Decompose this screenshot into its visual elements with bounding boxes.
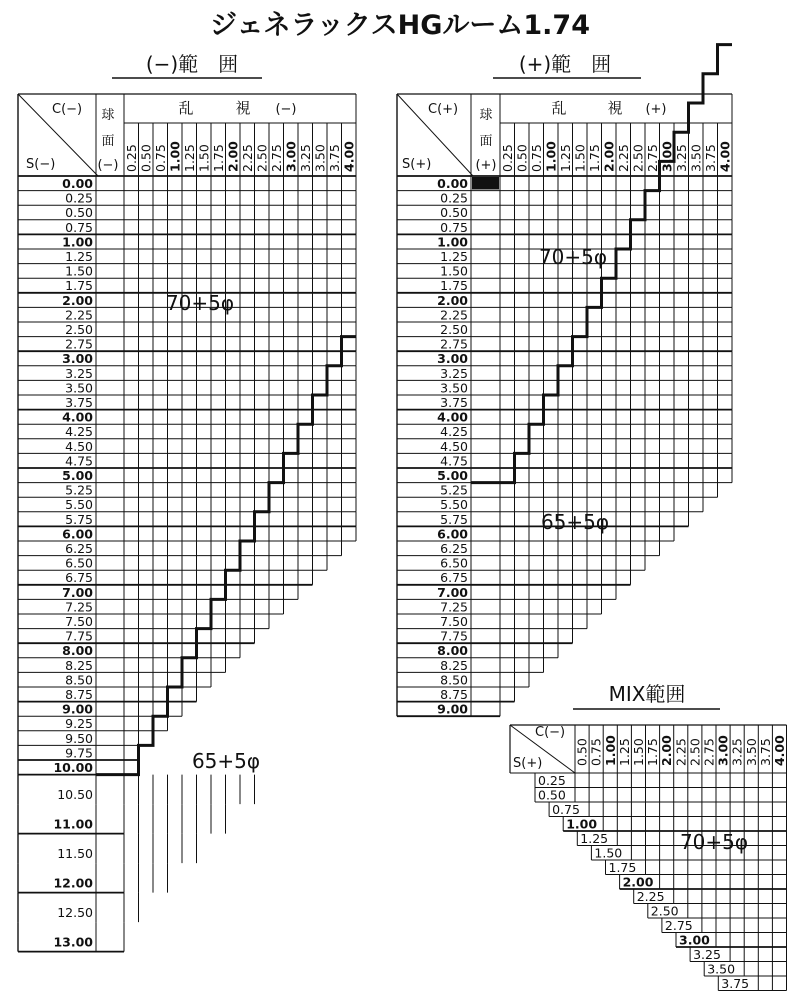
mix-sph-tick-label: 3.50 — [707, 961, 736, 977]
cyl-tick-label: 3.25 — [297, 144, 313, 172]
sph-tick-label: 6.75 — [65, 570, 93, 586]
sph-tick-label: 10.50 — [57, 787, 93, 803]
sph-tick-label: 8.00 — [437, 643, 468, 659]
cyl-tick-label: 3.50 — [688, 144, 704, 172]
sph-tick-label: 2.25 — [440, 307, 468, 323]
sph-tick-label: 1.50 — [440, 263, 468, 279]
sph-tick-label: 9.25 — [65, 716, 93, 732]
mix-sph-tick-label: 1.25 — [580, 831, 609, 846]
sph-tick-label: 9.50 — [65, 730, 93, 746]
cyl-tick-label: 3.00 — [283, 141, 299, 172]
sph-tick-label: 3.50 — [440, 380, 468, 396]
sph-tick-label: 3.75 — [65, 395, 93, 410]
mix-sph-tick-label: 3.25 — [693, 947, 721, 962]
cyl-tick-label: 4.00 — [717, 141, 733, 172]
sph-tick-label: 4.75 — [65, 453, 93, 469]
plano-filled-cell — [472, 177, 499, 190]
cyl-tick-label: 3.75 — [326, 144, 342, 172]
sph-tick-label: 2.00 — [437, 292, 468, 308]
mix-zone: 70+5φ — [679, 830, 749, 854]
sph-tick-label: 7.25 — [440, 599, 468, 615]
sph-tick-label: 8.75 — [440, 687, 468, 702]
sph-tick-label: 8.25 — [440, 657, 468, 673]
cyl-tick-label: 2.75 — [268, 144, 284, 172]
sph-tick-label: 12.00 — [53, 875, 93, 891]
sph-tick-label: 2.50 — [440, 322, 468, 337]
cyl-tick-label: 1.75 — [586, 144, 602, 172]
mix-cyl-tick-label: 3.75 — [757, 738, 773, 766]
sph-tick-label: 0.00 — [62, 176, 93, 191]
sph-tick-label: 7.50 — [440, 614, 468, 629]
sph-tick-label: 8.50 — [440, 672, 468, 688]
mix-cyl-tick-label: 3.25 — [729, 738, 745, 766]
mix-cyl-tick-label: 0.75 — [588, 738, 604, 766]
cyl-tick-label: 2.00 — [601, 141, 617, 172]
chart-title: ジェネラックスHGルーム1.74 — [209, 10, 591, 41]
sph-tick-label: 7.75 — [65, 628, 93, 644]
mix-corner-s: S(+) — [513, 756, 543, 771]
sph-tick-label: 3.50 — [65, 380, 93, 396]
cyl-tick-label: 1.25 — [557, 144, 573, 172]
sph-tick-label: 1.75 — [65, 278, 93, 294]
sph-tick-label: 7.25 — [65, 599, 93, 615]
sph-tick-label: 2.75 — [440, 336, 468, 352]
mix-sph-tick-label: 2.50 — [650, 903, 679, 919]
mix-sph-tick-label: 0.50 — [538, 787, 566, 803]
plus-cyl-header-2: 視 — [607, 99, 623, 117]
sph-tick-label: 6.75 — [440, 570, 468, 586]
plus-zone-upper: 70+5φ — [538, 245, 608, 269]
mix-cyl-tick-label: 1.50 — [630, 738, 646, 766]
sph-tick-label: 7.00 — [62, 584, 93, 600]
minus-corner-s: S(−) — [26, 157, 56, 172]
plus-sphere-col-3: (+) — [475, 158, 497, 173]
sph-tick-label: 4.50 — [65, 438, 93, 454]
sph-tick-label: 0.25 — [440, 190, 468, 206]
sph-tick-label: 8.25 — [65, 657, 93, 673]
sph-tick-label: 3.00 — [437, 351, 468, 367]
minus-sphere-col-2: 面 — [101, 134, 115, 149]
sph-tick-label: 1.75 — [440, 278, 468, 294]
plus-corner-c: C(+) — [428, 102, 459, 117]
cyl-tick-label: 3.50 — [312, 144, 328, 172]
sph-tick-label: 3.00 — [62, 351, 93, 367]
cyl-tick-label: 2.00 — [225, 141, 241, 172]
minus-cyl-header-2: 視 — [235, 99, 251, 117]
sph-tick-label: 2.25 — [65, 307, 93, 323]
sph-tick-label: 5.00 — [437, 468, 468, 483]
sph-tick-label: 7.00 — [437, 584, 468, 600]
mix-sph-tick-label: 3.00 — [679, 932, 710, 948]
sph-tick-label: 5.25 — [440, 482, 468, 498]
mix-cyl-tick-label: 4.00 — [771, 735, 787, 766]
sph-tick-label: 7.50 — [65, 614, 93, 629]
minus-labels — [53, 141, 356, 950]
sph-tick-label: 6.00 — [62, 526, 93, 542]
mix-cyl-tick-label: 1.75 — [645, 738, 661, 766]
cyl-tick-label: 0.50 — [138, 144, 154, 172]
mix-cyl-tick-label: 3.50 — [743, 738, 759, 766]
sph-tick-label: 5.75 — [440, 511, 468, 527]
minus-range-table — [18, 52, 356, 952]
mix-sph-tick-label: 1.50 — [594, 845, 623, 861]
sph-tick-label: 11.00 — [53, 816, 93, 832]
mix-cyl-tick-label: 1.00 — [602, 735, 618, 766]
mix-sph-tick-label: 1.75 — [608, 860, 637, 875]
sph-tick-label: 0.50 — [440, 205, 468, 221]
sph-tick-label: 7.75 — [440, 628, 468, 644]
sph-tick-label: 4.75 — [440, 453, 468, 469]
plus-sphere-col-2: 面 — [479, 134, 493, 149]
sph-tick-label: 5.50 — [65, 497, 93, 513]
plus-corner-s: S(+) — [402, 157, 432, 172]
sph-tick-label: 6.25 — [440, 541, 468, 556]
sph-tick-label: 5.25 — [65, 482, 93, 498]
sph-tick-label: 4.00 — [62, 409, 93, 425]
plus-cyl-header-1: 乱 — [551, 99, 567, 117]
sph-tick-label: 4.50 — [440, 438, 468, 454]
sph-tick-label: 12.50 — [57, 905, 93, 921]
minus-cyl-header-1: 乱 — [178, 99, 194, 117]
cyl-tick-label: 2.50 — [254, 144, 270, 172]
cyl-tick-label: 1.25 — [181, 144, 197, 172]
cyl-tick-label: 1.50 — [572, 144, 588, 172]
cyl-tick-label: 2.25 — [615, 144, 631, 172]
sph-tick-label: 0.75 — [440, 219, 468, 235]
minus-zone-upper: 70+5φ — [165, 291, 235, 315]
mix-cyl-tick-label: 3.00 — [715, 735, 731, 766]
sph-tick-label: 3.75 — [440, 395, 468, 410]
minus-zone-lower: 65+5φ — [191, 749, 261, 773]
minus-subtitle: (−)範 囲 — [145, 52, 239, 76]
mix-sph-tick-label: 2.00 — [622, 874, 654, 890]
sph-tick-label: 4.25 — [65, 424, 93, 440]
cyl-tick-label: 1.00 — [167, 141, 183, 172]
mix-cyl-tick-label: 2.50 — [687, 738, 703, 766]
cyl-tick-label: 0.25 — [499, 144, 515, 172]
sph-tick-label: 9.00 — [437, 701, 468, 717]
cyl-tick-label: 0.25 — [123, 144, 139, 172]
sph-tick-label: 4.00 — [437, 409, 468, 425]
cyl-tick-label: 0.50 — [514, 144, 530, 172]
sph-tick-label: 8.00 — [62, 643, 93, 659]
sph-tick-label: 1.25 — [65, 249, 93, 264]
sph-tick-label: 1.50 — [65, 263, 93, 279]
sph-tick-label: 0.00 — [437, 176, 468, 191]
mix-subtitle: MIX範囲 — [608, 682, 686, 706]
cyl-tick-label: 2.25 — [239, 144, 255, 172]
sph-tick-label: 4.25 — [440, 424, 468, 440]
sph-tick-label: 6.50 — [65, 555, 93, 571]
sph-tick-label: 8.50 — [65, 672, 93, 688]
cyl-tick-label: 2.75 — [644, 144, 660, 172]
mix-cyl-tick-label: 2.75 — [701, 738, 717, 766]
sph-tick-label: 6.25 — [65, 541, 93, 556]
cyl-tick-label: 0.75 — [528, 144, 544, 172]
sph-tick-label: 1.00 — [437, 234, 468, 250]
mix-sph-tick-label: 0.75 — [552, 802, 580, 817]
cyl-tick-label: 3.75 — [702, 144, 718, 172]
mix-sph-tick-label: 2.75 — [664, 918, 693, 933]
sph-tick-label: 2.75 — [65, 336, 93, 352]
sph-tick-label: 2.50 — [65, 322, 93, 337]
minus-sphere-col-3: (−) — [97, 158, 119, 173]
sph-tick-label: 9.00 — [62, 701, 93, 717]
cyl-tick-label: 2.50 — [630, 144, 646, 172]
mix-cyl-tick-label: 1.25 — [616, 738, 632, 766]
sph-tick-label: 1.00 — [62, 234, 93, 250]
sph-tick-label: 13.00 — [53, 934, 93, 950]
sph-tick-label: 3.25 — [65, 365, 93, 381]
sph-tick-label: 5.00 — [62, 468, 93, 483]
cyl-tick-label: 0.75 — [152, 144, 168, 172]
sph-tick-label: 0.75 — [65, 219, 93, 235]
mix-sph-tick-label: 0.25 — [538, 773, 566, 788]
minus-cyl-header-3: (−) — [275, 102, 297, 117]
minus-corner-c: C(−) — [52, 102, 83, 117]
mix-cyl-tick-label: 2.25 — [673, 738, 689, 766]
plus-sphere-col-1: 球 — [479, 108, 493, 123]
sph-tick-label: 6.50 — [440, 555, 468, 571]
sph-tick-label: 5.75 — [65, 511, 93, 527]
sph-tick-label: 0.50 — [65, 205, 93, 221]
cyl-tick-label: 3.25 — [673, 144, 689, 172]
plus-zone-lower: 65+5φ — [540, 510, 610, 534]
cyl-tick-label: 3.00 — [659, 141, 675, 172]
plus-range-table — [397, 45, 732, 717]
cyl-tick-label: 1.50 — [196, 144, 212, 172]
plus-subtitle: (+)範 囲 — [518, 52, 612, 76]
cyl-tick-label: 4.00 — [341, 141, 357, 172]
mix-sph-tick-label: 3.75 — [721, 976, 750, 991]
plus-cyl-header-3: (+) — [645, 102, 667, 117]
sph-tick-label: 0.25 — [65, 190, 93, 206]
mix-cyl-tick-label: 2.00 — [659, 735, 675, 766]
mix-sph-tick-label: 1.00 — [566, 816, 598, 832]
sph-tick-label: 6.00 — [437, 526, 468, 542]
cyl-tick-label: 1.75 — [210, 144, 226, 172]
minus-sphere-col-1: 球 — [101, 108, 115, 123]
cyl-tick-label: 1.00 — [543, 141, 559, 172]
sph-tick-label: 2.00 — [62, 292, 93, 308]
sph-tick-label: 3.25 — [440, 365, 468, 381]
sph-tick-label: 11.50 — [57, 846, 93, 862]
sph-tick-label: 8.75 — [65, 687, 93, 702]
sph-tick-label: 1.25 — [440, 249, 468, 264]
sph-tick-label: 10.00 — [53, 760, 93, 775]
mix-cyl-tick-label: 0.50 — [574, 738, 590, 766]
sph-tick-label: 5.50 — [440, 497, 468, 513]
plus-labels — [437, 141, 732, 717]
sph-tick-label: 9.75 — [65, 745, 93, 761]
mix-sph-tick-label: 2.25 — [636, 889, 665, 904]
mix-range-table — [510, 682, 787, 991]
mix-corner-c: C(−) — [535, 725, 566, 740]
